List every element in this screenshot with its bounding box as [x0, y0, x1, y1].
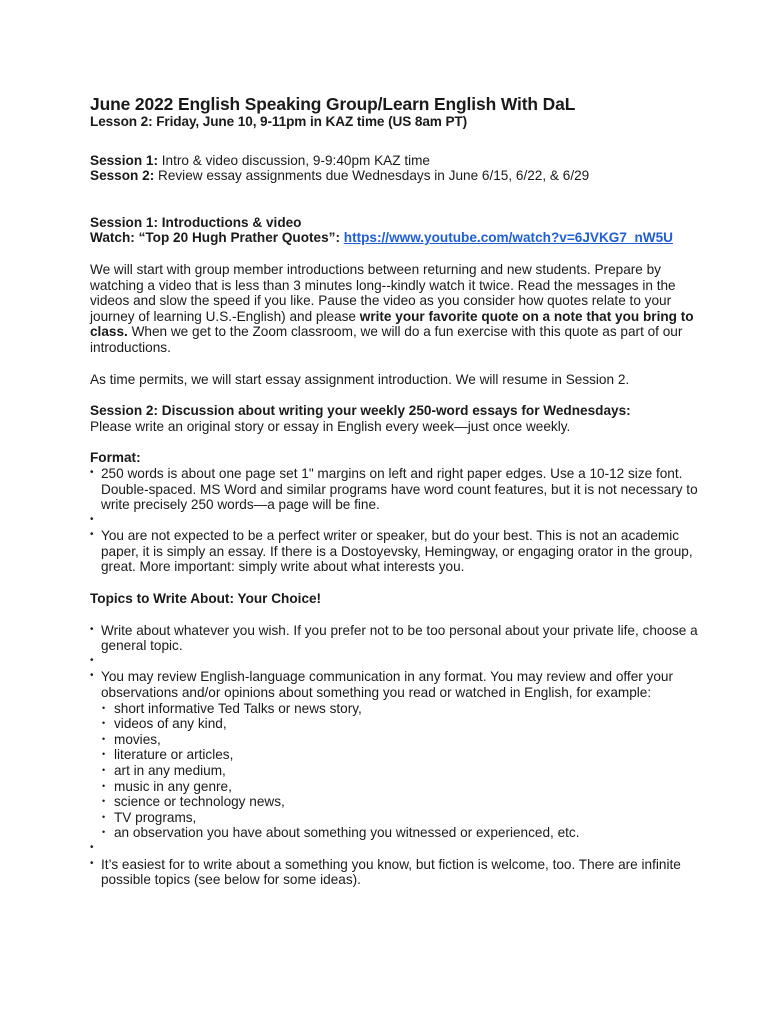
example-item: • TV programs, [101, 810, 708, 826]
topics-heading [90, 591, 708, 607]
example-item: • videos of any kind, [101, 716, 708, 732]
topics-bullet-2-text: You may review English-language communication in any format. You may review and offer your observations and/or opinions about something you read or watched in English, for example: [101, 669, 674, 701]
session2-heading [90, 403, 708, 419]
list-spacer [90, 654, 708, 670]
watch-prefix: Watch: “Top 20 Hugh Prather Quotes”: [90, 230, 344, 246]
example-item: • an observation you have about something you witnessed or experienced, etc. [101, 825, 708, 841]
session-overview-2-label: Sesson 2: [90, 168, 155, 184]
session1-heading [90, 215, 708, 231]
session1-para-b: When we get to the Zoom classroom, we will do a fun exercise with this quote as part of our introductions. [90, 324, 683, 355]
session-overview-1 [90, 153, 708, 169]
session-overview-1-text: Intro & video discussion, 9-9:40pm KAZ time [158, 152, 430, 168]
video-link[interactable]: https://www.youtube.com/watch?v=6JVKG7_nW5U [343, 230, 673, 246]
session-overview-2 [90, 168, 708, 184]
session1-paragraph-2: As time permits, we will start essay assignment introduction. We will resume in Session 2. [90, 371, 630, 387]
page-title: June 2022 English Speaking Group/Learn English With DaL [90, 94, 576, 114]
session-overview-2-text: Review essay assignments due Wednesdays in June 6/15, 6/22, & 6/29 [154, 168, 590, 184]
example-item: • science or technology news, [101, 794, 708, 810]
topics-heading-text: Topics to Write About: Your Choice! [90, 591, 322, 607]
list-spacer [90, 513, 708, 529]
topics-bullet-3: • It’s easiest for to write about a something you know, but fiction is welcome, too. There are infinite possible topics (see below for some ideas). [90, 857, 708, 888]
format-heading-text: Format: [90, 450, 141, 466]
topics-list [90, 623, 708, 888]
examples-list [101, 701, 708, 841]
session2-intro: Please write an original story or essay in English every week—just once weekly. [90, 418, 571, 434]
session1-para-a: We will start with group member introductions between returning and new students. Prepare by watching a video that is less than 3 minutes long--kindly watch it twice. Read the messages in the videos and slow the speed if you like. Pause the video as you consider how quotes relate to your journey of learning U.S.-English) and please [90, 261, 676, 324]
example-item: • movies, [101, 732, 708, 748]
example-item: • short informative Ted Talks or news story, [101, 701, 708, 717]
example-item: • music in any genre, [101, 779, 708, 795]
session1-paragraph [90, 262, 708, 356]
session-overview-1-label: Session 1: [90, 152, 158, 168]
list-spacer [90, 841, 708, 857]
topics-bullet-1: • Write about whatever you wish. If you prefer not to be too personal about your private life, choose a general topic. [90, 623, 708, 654]
example-item: • literature or articles, [101, 747, 708, 763]
session1-heading-text: Session 1: Introductions & video [90, 214, 302, 230]
format-list [90, 466, 708, 575]
session1-para-bold: write your favorite quote on a note that you bring to class. [90, 308, 694, 340]
session2-heading-text: Session 2: Discussion about writing your weekly 250-word essays for Wednesdays: [90, 403, 631, 419]
format-bullet-1: • 250 words is about one page set 1" margins on left and right paper edges. Use a 10-12 size font. Double-spaced. MS Word and similar programs have word count features, but it is not necessary to write precisely 250 words—a page will be fine. [90, 466, 708, 513]
example-item: • art in any medium, [101, 763, 708, 779]
format-heading [90, 450, 708, 466]
lesson-subtitle: Lesson 2: Friday, June 10, 9-11pm in KAZ time (US 8am PT) [90, 114, 468, 129]
topics-bullet-2 [90, 669, 708, 841]
watch-line [90, 230, 708, 246]
format-bullet-2: • You are not expected to be a perfect writer or speaker, but do your best. This is not an academic paper, it is simply an essay. If there is a Dostoyevsky, Hemingway, or engaging orator in the group, great. More important: simply write about what interests you. [90, 528, 708, 575]
